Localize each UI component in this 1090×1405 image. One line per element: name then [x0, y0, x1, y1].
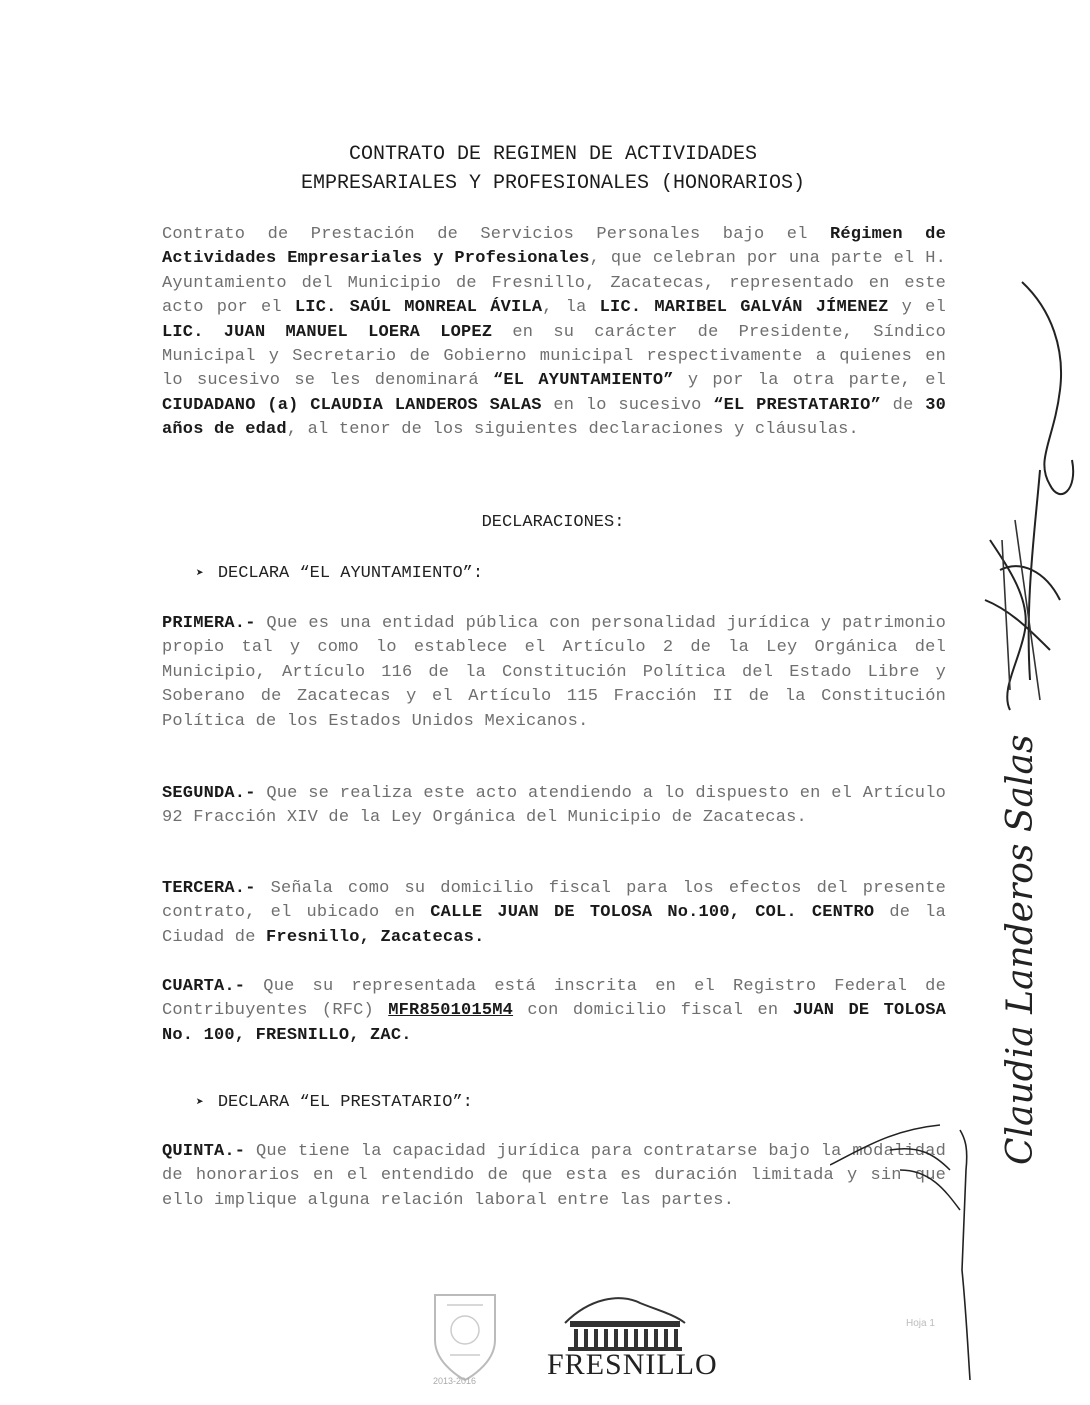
declara-prestatario-heading: ➤ DECLARA “EL PRESTATARIO”:	[196, 1093, 473, 1112]
signature-scribble	[985, 470, 1060, 710]
rfc-value: MFR8501015M4	[388, 1001, 514, 1021]
fresnillo-logo-text: FRESNILLO	[547, 1348, 718, 1381]
title-line-1: CONTRATO DE REGIMEN DE ACTIVIDADES	[348, 143, 758, 166]
clause-primera: PRIMERA.- Que es una entidad pública con personalidad jurídica y patrimonio propio tal y como lo establece el Artículo 2 de la Ley Orgánica del Municipio, Artículo 116 de la Constitución Política del Estado Libre y Soberano de Zacatecas y el Artículo 115 Fracción II de la Constitución Política de los Estados Unidos Mexicanos.	[162, 614, 946, 731]
signature-flourish	[1022, 282, 1073, 494]
document-title	[160, 140, 946, 198]
clause-quinta: QUINTA.- Que tiene la capacidad jurídica para contratarse bajo la modalidad de honorarios en el entendido de que esta es duración limitada y sin que ello implique alguna relación laboral entre las partes.	[162, 1142, 946, 1210]
clause-tercera: TERCERA.- Señala como su domicilio fiscal para los efectos del presente contrato, el ubicado en CALLE JUAN DE TOLOSA No.100, COL. CENTRO de la Ciudad de Fresnillo, Zacatecas.	[162, 879, 946, 947]
arrow-bullet-icon: ➤	[196, 1095, 204, 1110]
signature-name-vertical: Claudia Landeros Salas	[1000, 734, 1041, 1165]
overlapping-stroke	[830, 1110, 970, 1240]
declara-ayuntamiento-heading: ➤ DECLARA “EL AYUNTAMIENTO”:	[196, 564, 484, 583]
clause-cuarta: CUARTA.- Que su representada está inscrita en el Registro Federal de Contribuyentes (RFC) MFR8501015M4 con domicilio fiscal en JUAN DE TOLOSA No. 100, FRESNILLO, ZAC.	[162, 977, 947, 1045]
intro-paragraph: Contrato de Prestación de Servicios Personales bajo el Régimen de Actividades Empresariales y Profesionales, que celebran por una parte el H. Ayuntamiento del Municipio de Fresnillo, Zacatecas, representado en este acto por el LIC. SAÚL MONREAL ÁVILA, la LIC. MARIBEL GALVÁN JÍMENEZ y el LIC. JUAN MANUEL LOERA LOPEZ en su carácter de Presidente, Síndico Municipal y Secretario de Gobierno municipal respectivamente a quienes en lo sucesivo se les denominará “EL AYUNTAMIENTO” y por la otra parte, el CIUDADANO (a) CLAUDIA LANDEROS SALAS en lo sucesivo “EL PRESTATARIO” de 30 años de edad, al tenor de los siguientes declaraciones y cláusulas.	[162, 225, 947, 440]
footer-years: 2013-2016	[433, 1376, 477, 1386]
title-line-2: EMPRESARIALES Y PROFESIONALES (HONORARIOS)	[300, 172, 806, 195]
arrow-bullet-icon: ➤	[196, 566, 204, 581]
page-number: Hoja 1	[906, 1318, 935, 1329]
clause-segunda: SEGUNDA.- Que se realiza este acto atendiendo a lo dispuesto en el Artículo 92 Fracción XIV de la Ley Orgánica del Municipio de Zacatecas.	[162, 784, 946, 828]
declaraciones-heading: DECLARACIONES:	[481, 513, 625, 532]
fresnillo-building-icon	[560, 1293, 690, 1353]
